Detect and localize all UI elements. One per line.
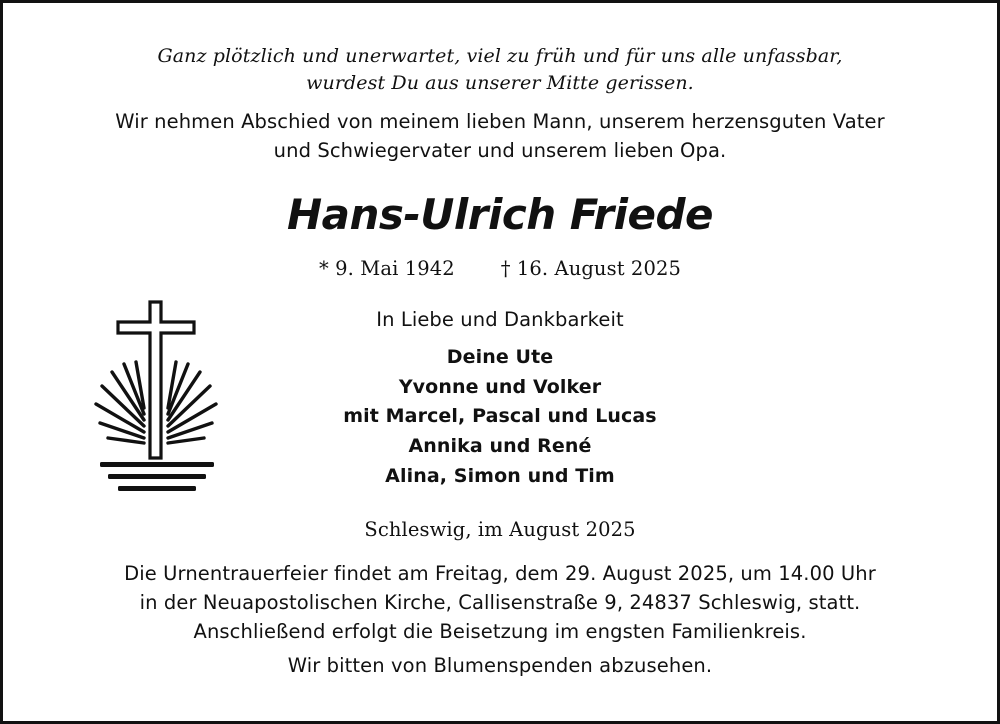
mourner-name: Alina, Simon und Tim	[385, 465, 615, 487]
service-line-2: in der Neuapostolischen Kirche, Callisenstraße 9, 24837 Schleswig, statt.	[139, 591, 861, 614]
birth-date: * 9. Mai 1942	[319, 257, 455, 280]
mourner-name: Yvonne und Volker	[398, 376, 602, 398]
mourner-name: Annika und René	[408, 435, 592, 457]
farewell-line-2: und Schwiegervater und unserem lieben Opa.	[273, 139, 727, 162]
intro-line-2: wurdest Du aus unserer Mitte gerissen.	[306, 72, 694, 94]
death-date: † 16. August 2025	[500, 257, 681, 280]
farewell-line-1: Wir nehmen Abschied von meinem lieben Mann, unserem herzensguten Vater	[115, 110, 885, 133]
flowers-note: Wir bitten von Blumenspenden abzusehen.	[287, 654, 713, 677]
intro-line-1: Ganz plötzlich und unerwartet, viel zu früh und für uns alle unfassbar,	[157, 45, 843, 67]
place-date: Schleswig, im August 2025	[364, 518, 636, 541]
life-dates	[40, 255, 960, 283]
mourner-name: Deine Ute	[446, 346, 554, 368]
service-line-3: Anschließend erfolgt die Beisetzung im engsten Familienkreis.	[193, 620, 807, 643]
mourners-intro: In Liebe und Dankbarkeit	[376, 308, 624, 331]
mourner-name: mit Marcel, Pascal und Lucas	[343, 405, 657, 427]
service-line-1: Die Urnentrauerfeier findet am Freitag, dem 29. August 2025, um 14.00 Uhr	[124, 562, 876, 585]
deceased-name: Hans-Ulrich Friede	[286, 190, 714, 239]
cross-rising-sun-waves-icon	[86, 296, 228, 496]
